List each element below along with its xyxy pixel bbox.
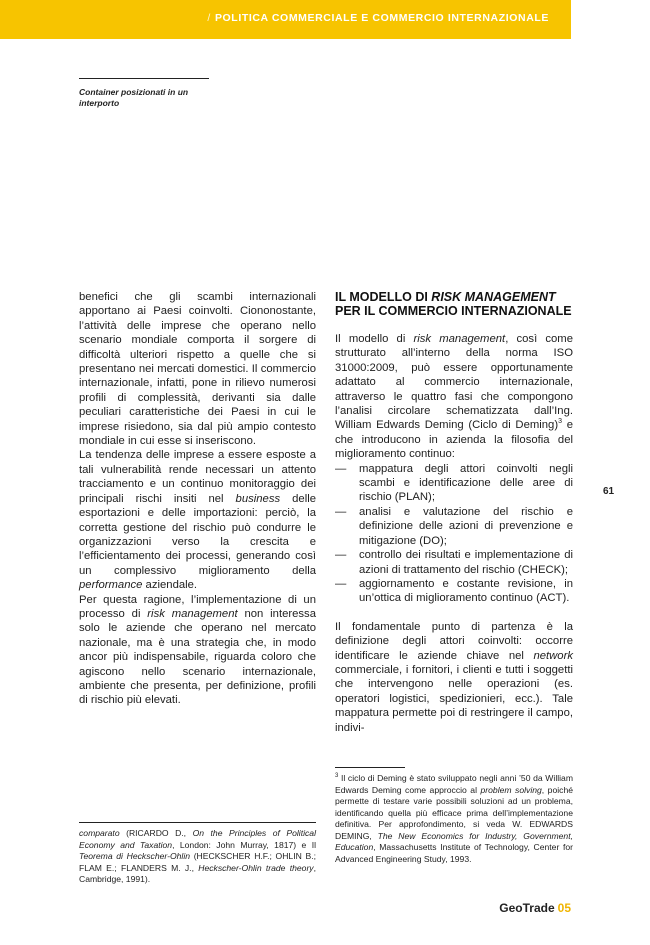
text-run-italic: comparato xyxy=(79,828,120,838)
text-run: Il fondamentale punto di partenza è la definizione degli attori coinvolti: occorre identificare le aziende chiave nel xyxy=(335,620,573,662)
right-column xyxy=(335,290,573,735)
header-title: POLITICA COMMERCIALE E COMMERCIO INTERNAZIONALE xyxy=(214,12,549,24)
footnote-right xyxy=(335,773,573,865)
deming-phase-list xyxy=(335,462,573,606)
footnote-left xyxy=(79,828,316,886)
footnote-rule-right xyxy=(335,767,405,768)
text-run-italic: risk management xyxy=(147,607,238,620)
brand-logo xyxy=(499,901,571,915)
page-number: 61 xyxy=(603,486,615,497)
text-run: aziendale. xyxy=(142,579,198,592)
text-run: , London: John Murray, 1817) e Il xyxy=(172,839,316,850)
text-run-italic: Heckscher-Ohlin trade theory xyxy=(198,862,314,873)
text-run: (HECKSCHER H.F.; OHLIN B.; FLAM E.; FLANDERS M. J., xyxy=(79,851,316,873)
text-run: e che introducono in azienda la filosofia del miglioramento continuo: xyxy=(335,419,573,461)
text-run: delle esportazioni e delle importazioni: perciò, la corretta gestione del rischio può condurre le organizzazioni verso la crescita e l’efficientamento dei processi, generando così un complessivo miglioramento della xyxy=(79,492,316,577)
section-title xyxy=(335,290,573,318)
text-run-italic: performance xyxy=(79,579,143,592)
left-paragraph-2 xyxy=(79,448,316,592)
brand-name: GeoTrade xyxy=(499,901,555,915)
text-run-italic: risk management xyxy=(413,333,506,345)
text-run: Il modello di xyxy=(335,333,414,345)
right-paragraph-1 xyxy=(335,332,573,462)
footnote-number: 3 xyxy=(335,773,339,780)
list-item: — mappatura degli attori coinvolti negli scambi e identificazione delle aree di rischio (PLAN); xyxy=(335,462,573,505)
left-column xyxy=(79,290,316,708)
text-run-italic: The New Economics for Industry, Government, Education xyxy=(335,830,573,852)
text-run: La tendenza delle imprese a essere esposte a tali vulnerabilità rende necessari un attento tracciamento e un continuo monitoraggio dei principali rischi insiti nel xyxy=(79,449,316,505)
text-run: non interessa solo le aziende che operano nel mercato nazionale, ma è una strategia che, in modo ancor più indispensabile, riguarda coloro che agiscono nello scenario internazionale, ambiente che presenta, per definizione, profili di rischio più elevati. xyxy=(79,607,316,707)
text-run-italic: network xyxy=(533,649,573,662)
text-run: , poiché permette di testare varie possibili soluzioni ad un problema, identificando quella più efficace prima dell’implementazione definitiva. Per approfondimento, si veda W. EDWARDS DEMING, xyxy=(335,784,574,841)
text-run: commerciale, i fornitori, i clienti e tutti i soggetti che intervengono nelle operazioni (es. operatori logistici, spedizionieri, ecc.). Tale mappatura permette poi di restringere il campo, indivi- xyxy=(335,663,573,734)
list-item: — controllo dei risultati e implementazione di azioni di trattamento del rischio (CHECK); xyxy=(335,548,573,577)
figure-caption: Container posizionati in un interporto xyxy=(79,87,189,108)
text-run: Per questa ragione, l’implementazione di un processo di xyxy=(79,593,316,620)
right-paragraph-2 xyxy=(335,620,573,735)
text-run-italic: On the Principles of Political Economy and Taxation xyxy=(79,828,317,850)
text-run-italic: problem solving xyxy=(480,784,542,795)
list-item: — analisi e valutazione del rischio e definizione delle azioni di prevenzione e mitigazione (DO); xyxy=(335,505,573,548)
header-slash: / xyxy=(207,12,211,24)
footnote-ref: 3 xyxy=(558,418,563,426)
text-run: , Massachusetts Institute of Technology, Center for Advanced Engineering Study, 1993. xyxy=(335,842,573,864)
paragraph-gap xyxy=(335,606,573,620)
caption-rule xyxy=(79,78,209,79)
text-run-italic: RISK MANAGEMENT xyxy=(431,290,556,304)
text-run: Il ciclo di Deming è stato sviluppato negli anni ’50 da William Edwards Deming come approccio al xyxy=(335,773,573,795)
text-run: IL MODELLO DI xyxy=(335,290,432,304)
section-header xyxy=(207,12,549,24)
text-run: , Cambridge, 1991). xyxy=(79,862,316,884)
left-paragraph-3 xyxy=(79,593,316,708)
header-bar xyxy=(0,0,571,39)
list-item: — aggiornamento e costante revisione, in un’ottica di miglioramento continuo (ACT). xyxy=(335,577,573,606)
footnote-rule-left xyxy=(79,822,316,823)
text-run: (RICARDO D., xyxy=(119,828,193,838)
brand-edition: 05 xyxy=(557,901,571,915)
text-run-italic: business xyxy=(235,492,281,505)
text-run-italic: Teorema di Heckscher-Ohlin xyxy=(79,851,191,861)
text-run: PER IL COMMERCIO INTERNAZIONALE xyxy=(335,304,572,318)
text-run: , così come strutturato all’interno della norma ISO 31000:2009, può essere opportunamente adattato al commercio internazionale, attraverso le quattro fasi che compongono l’analisi circolare schematizzata dall’Ing. William Edwards Deming (Ciclo di Deming) xyxy=(335,333,573,432)
left-paragraph-1: benefici che gli scambi internazionali apportano ai Paesi coinvolti. Ciononostante, l’attività delle imprese che operano nello scenario mondiale comporta il sorgere di difficoltà ulteriori rispetto a quelle che si presentano nei mercati domestici. Il commercio internazionale, infatti, pone in rilievo numerosi profili di complessità, derivanti sia dalle peculiari caratteristiche dei Paesi in cui le imprese risiedono, sia dal più ampio contesto mondiale in cui esse si inseriscono. xyxy=(79,291,316,448)
